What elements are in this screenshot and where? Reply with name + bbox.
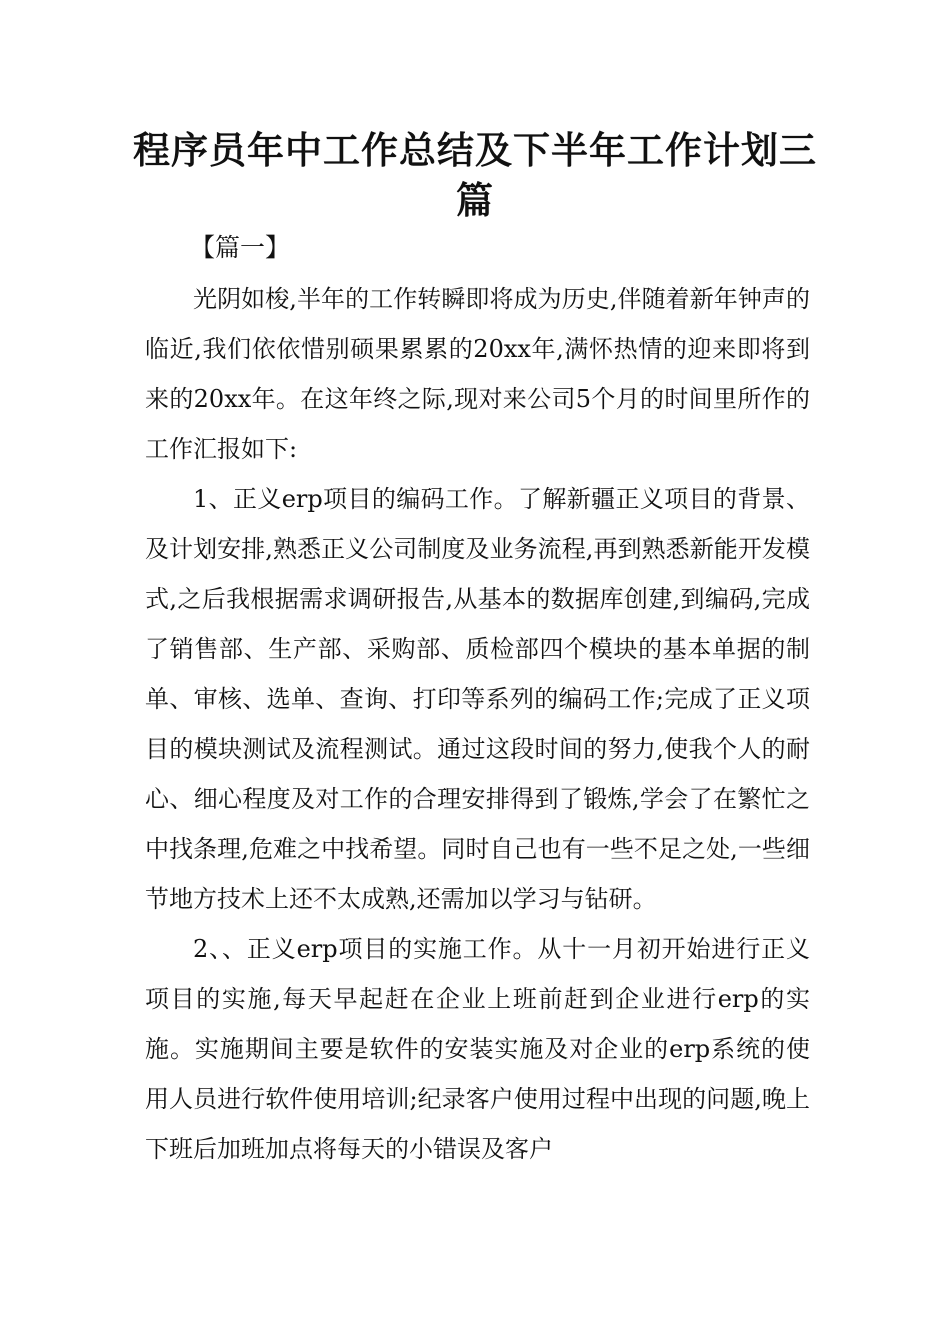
paragraph-item-2: 2、、正义erp项目的实施工作。从十一月初开始进行正义项目的实施,每天早起赶在企业上班前赶到企业进行erp的实施。实施期间主要是软件的安装实施及对企业的erp系统的使用人员进行软件使用培训;纪录客户使用过程中出现的问题,晚上下班后加班加点将每天的小错误及客户 bbox=[145, 935, 810, 1163]
document-title: 程序员年中工作总结及下半年工作计划三篇 bbox=[133, 129, 817, 222]
section-label: 【篇一】 bbox=[190, 233, 291, 262]
document-body bbox=[145, 274, 810, 1174]
paragraph-item-1: 1、正义erp项目的编码工作。了解新疆正义项目的背景、及计划安排,熟悉正义公司制度及业务流程,再到熟悉新能开发模式,之后我根据需求调研报告,从基本的数据库创建,到编码,完成了销售部、生产部、采购部、质检部四个模块的基本单据的制单、审核、选单、查询、打印等系列的编码工作;完成了正义项目的模块测试及流程测试。通过这段时间的努力,使我个人的耐心、细心程度及对工作的合理安排得到了锻炼,学会了在繁忙之中找条理,危难之中找希望。同时自己也有一些不足之处,一些细节地方技术上还不太成熟,还需加以学习与钻研。 bbox=[145, 485, 810, 913]
paragraph-intro: 光阴如梭,半年的工作转瞬即将成为历史,伴随着新年钟声的临近,我们依依惜别硕果累累的20xx年,满怀热情的迎来即将到来的20xx年。在这年终之际,现对来公司5个月的时间里所作的工作汇报如下: bbox=[145, 285, 810, 463]
